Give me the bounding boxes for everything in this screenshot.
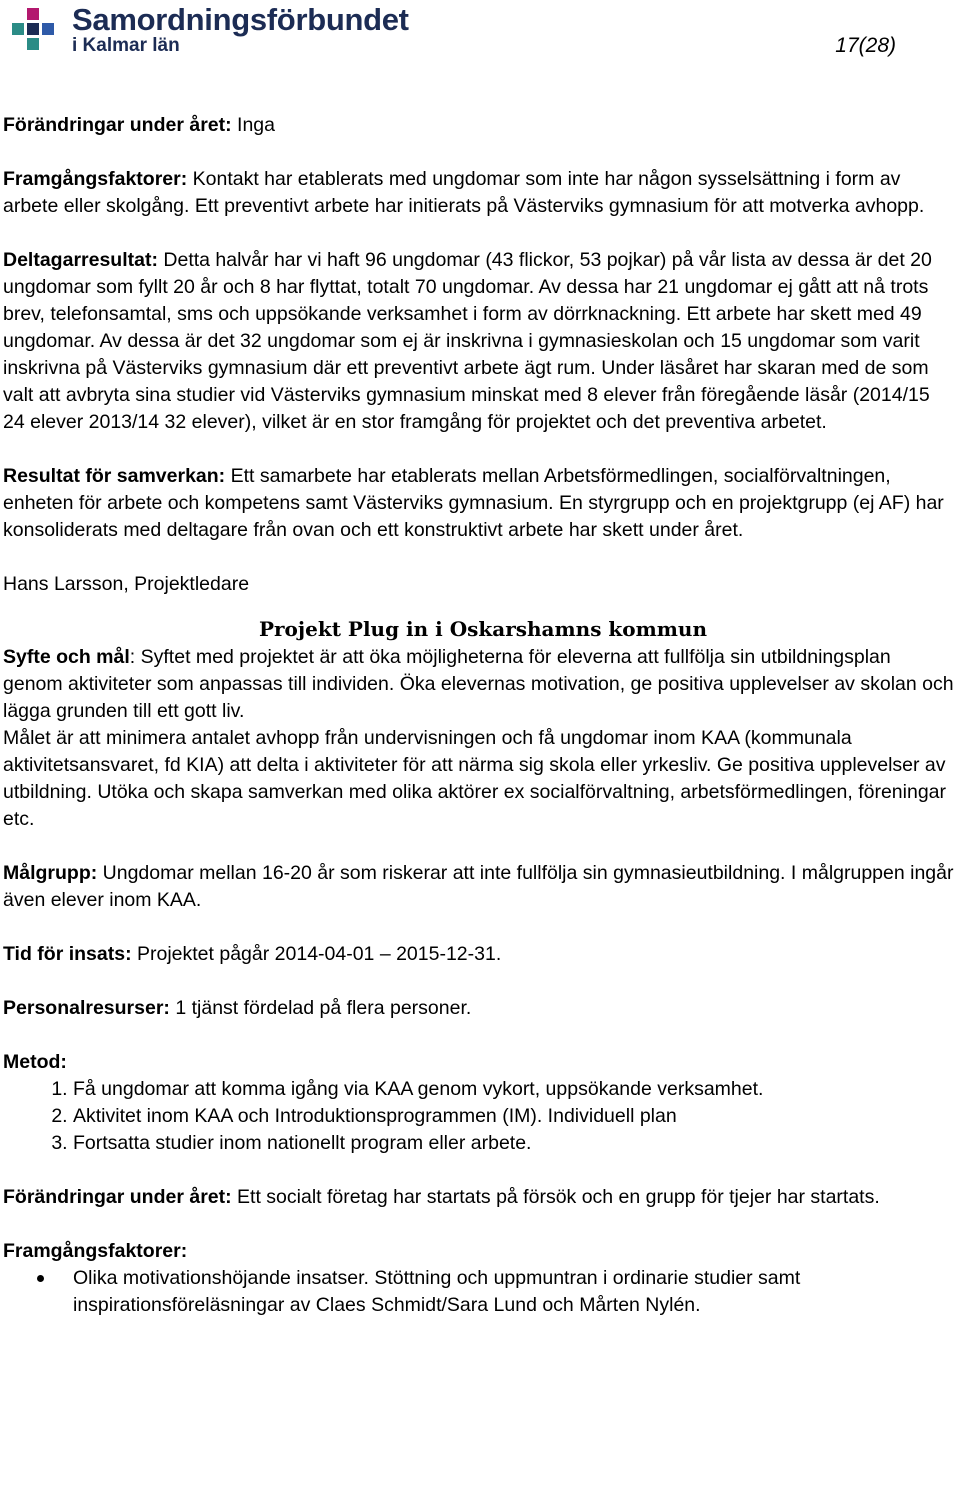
target-label: Målgrupp: [3,862,98,884]
collab-text: Ett samarbete har etablerats mellan Arbetsförmedlingen, socialförvaltningen, enheten för arbete och kompetens samt Västerviks gymnasium. En styrgrupp och en projektgrupp (ej AF) har konsoliderats med deltagare från ovan och ett konstruktivt arbete har skett under året. [3,465,944,541]
staff-label: Personalresurser: [3,997,170,1019]
time-text: Projektet pågår 2014-04-01 – 2015-12-31. [131,943,502,965]
success-list [3,1265,955,1319]
document-body [3,112,955,1319]
project-changes-paragraph [3,1184,955,1211]
org-name: Samordningsförbundet [72,2,409,37]
target-text: Ungdomar mellan 16-20 år som riskerar att inte fullfölja sin gymnasieutbildning. I målgruppen ingår även elever inom KAA. [3,862,954,911]
goal-paragraph: Målet är att minimera antalet avhopp från undervisningen och få ungdomar inom KAA (kommunala aktivitetsansvaret, fd KIA) att delta i aktiviteter för att närma sig skola eller yrkesliv. Ge positiva upplevelser av utbildning. Utöka och skapa samverkan med olika aktörer ex socialförvaltning, arbetsförmedlingen, föreningar etc. [3,727,946,830]
results-text: Detta halvår har vi haft 96 ungdomar (43 flickor, 53 pojkar) på vår lista av dessa är det 20 ungdomar som fyllt 20 år och 8 har flyttat, totalt 70 ungdomar. Av dessa har 21 ungdomar ej gått att nå trots brev, telefonsamtal, sms och uppsökande verksamhet i form av dörrknackning. Ett arbete har skett med 49 ungdomar. Av dessa är det 32 ungdomar som ej är inskrivna i gymnasieskolan och 15 ungdomar som varit inskrivna på Västerviks gymnasium där ett preventivt arbete ägt rum. Under läsåret har skaran med de som valt att avbryta sina studier vid Västerviks gymnasium minskat med 8 elever från föregående läsår (2014/15 24 elever 2013/14 32 elever), vilket är en stor framgång för projektet och det preventiva arbetet. [3,249,932,433]
time-label: Tid för insats: [3,943,132,965]
project-title: Projekt Plug in i Oskarshamns kommun [258,617,708,641]
time-paragraph [3,941,955,968]
method-label: Metod: [3,1051,67,1073]
project-changes-label: Förändringar under året: [3,1186,232,1208]
changes-text: Inga [231,114,275,136]
collab-paragraph [3,463,955,544]
target-paragraph [3,860,955,914]
list-item: 2. Aktivitet inom KAA och Introduktionsprogrammen (IM). Individuell plan [73,1103,955,1130]
list-item: 3. Fortsatta studier inom nationellt program eller arbete. [73,1130,955,1157]
staff-paragraph [3,995,955,1022]
changes-label: Förändringar under året: [3,114,232,136]
results-label: Deltagarresultat: [3,249,158,271]
method-list [3,1076,955,1157]
results-paragraph [3,247,955,436]
org-region: i Kalmar län [72,35,180,56]
purpose-text: : Syftet med projektet är att öka möjligheterna för eleverna att fullfölja sin utbildningsplan genom aktiviteter som anpassas till individen. Öka elevernas motivation, ge positiva upplevelser av skolan och lägga grunden till ett gott liv. [3,646,954,722]
signature: Hans Larsson, Projektledare [3,573,250,595]
logo-mark-icon [10,6,56,52]
staff-text: 1 tjänst fördelad på flera personer. [169,997,472,1019]
purpose-paragraph [3,644,955,725]
project-success-label: Framgångsfaktorer: [3,1240,188,1262]
list-item: Olika motivationshöjande insatser. Stöttning och uppmuntran i ordinarie studier samt inspirationsföreläsningar av Claes Schmidt/Sara Lund och Mårten Nylén. [73,1265,955,1319]
success-paragraph [3,166,955,220]
success-text: Kontakt har etablerats med ungdomar som inte har någon sysselsättning i form av arbete eller skolgång. Ett preventivt arbete har initierats på Västerviks gymnasium för att motverka avhopp. [3,168,925,217]
project-changes-text: Ett socialt företag har startats på försök och en grupp för tjejer har startats. [231,1186,880,1208]
page-number: 17(28) [835,34,896,57]
list-item: 1. Få ungdomar att komma igång via KAA genom vykort, uppsökande verksamhet. [73,1076,955,1103]
changes-paragraph [3,112,955,139]
success-label: Framgångsfaktorer: [3,168,188,190]
collab-label: Resultat för samverkan: [3,465,226,487]
purpose-label: Syfte och mål [3,646,130,668]
